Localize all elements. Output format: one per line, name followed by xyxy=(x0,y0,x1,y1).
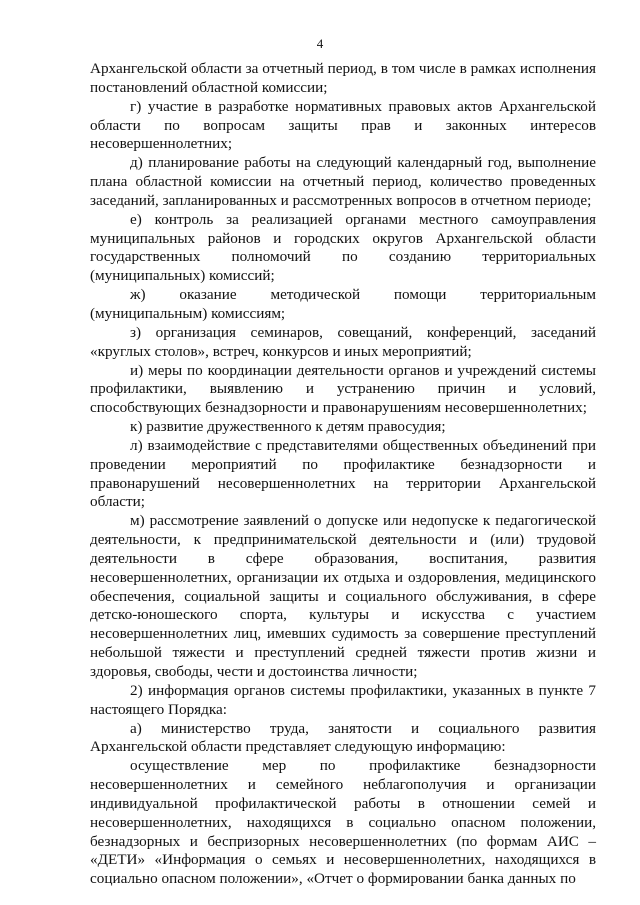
paragraph-item-g: г) участие в разработке нормативных правовых актов Архангельской области по вопросам защиты прав и законных интересов несовершеннолетних; xyxy=(90,97,596,153)
paragraph-item-l: л) взаимодействие с представителями общественных объединений при проведении мероприятий по профилактике безнадзорности и правонарушений несовершеннолетних на территории Архангельской области; xyxy=(90,436,596,511)
paragraph-item-a: а) министерство труда, занятости и социального развития Архангельской области представляет следующую информацию: xyxy=(90,719,596,756)
paragraph-item-z: з) организация семинаров, совещаний, конференций, заседаний «круглых столов», встреч, конкурсов и иных мероприятий; xyxy=(90,323,596,360)
page-number: 4 xyxy=(316,36,324,51)
paragraph-item-i: и) меры по координации деятельности органов и учреждений системы профилактики, выявлению и устранению причин и условий, способствующих безнадзорности и правонарушениям несовершеннолетних; xyxy=(90,361,596,417)
paragraph-item-m: м) рассмотрение заявлений о допуске или недопуске к педагогической деятельности, к предпринимательской деятельности и (или) трудовой деятельности в сфере образования, воспитания, развития несовершеннолетних, организации их отдыха и оздоровления, медицинского обеспечения, социальной защиты и социального обслуживания, в сфере детско-юношеского спорта, культуры и искусства с участием несовершеннолетних лиц, имевших судимость за совершение преступлений небольшой тяжести и преступлений средней тяжести против жизни и здоровья, свободы, чести и достоинства личности; xyxy=(90,512,596,680)
paragraph-item-e: е) контроль за реализацией органами местного самоуправления муниципальных районов и городских округов Архангельской области государственных полномочий по созданию территориальных (муниципальных) комиссий; xyxy=(90,210,596,285)
paragraph-item-d: д) планирование работы на следующий календарный год, выполнение плана областной комиссии на отчетный период, количество проведенных заседаний, запланированных и рассмотренных вопросов в отчетном периоде; xyxy=(90,154,596,209)
document-body xyxy=(90,60,596,889)
paragraph-measures: осуществление мер по профилактике безнадзорности несовершеннолетних и семейного неблагополучия и организации индивидуальной профилактической работы в отношении семей и несовершеннолетних, находящихся в социально опасном положении, безнадзорных и беспризорных несовершеннолетних (по формам АИС – «ДЕТИ» «Информация о семьях и несовершеннолетних, находящихся в социально опасном положении», «Отчет о формировании банка данных по xyxy=(90,757,596,888)
paragraph-item-k: к) развитие дружественного к детям правосудия; xyxy=(130,418,446,436)
paragraph-continuation: Архангельской области за отчетный период, в том числе в рамках исполнения постановлений областной комиссии; xyxy=(90,60,596,96)
paragraph-section-2: 2) информация органов системы профилактики, указанных в пункте 7 настоящего Порядка: xyxy=(90,681,596,718)
paragraph-item-zh: ж) оказание методической помощи территориальным (муниципальным) комиссиям; xyxy=(90,286,596,322)
